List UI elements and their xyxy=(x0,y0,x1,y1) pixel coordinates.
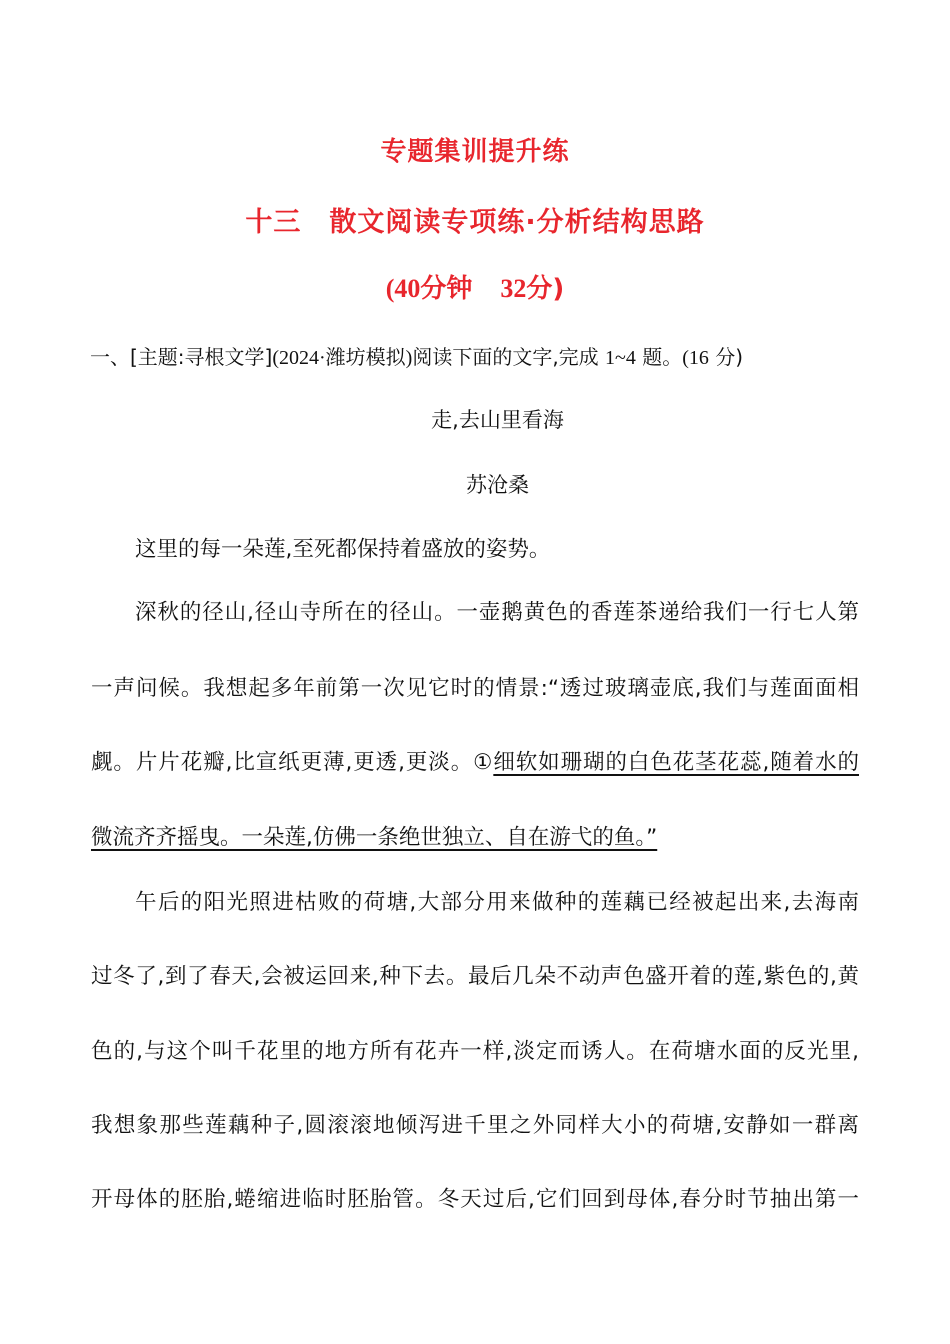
question-instruction: 阅读下面的文字,完成 xyxy=(412,345,599,369)
paragraph-line: 色的,与这个叫千花里的地方所有花卉一样,淡定而诱人。在荷塘水面的反光里, xyxy=(91,1039,859,1064)
paragraph-line: 深秋的径山,径山寺所在的径山。一壶鹅黄色的香莲茶递给我们一行七人第 xyxy=(135,600,859,625)
paragraph-line: 这里的每一朵莲,至死都保持着盛放的姿势。 xyxy=(135,537,551,562)
unit-number: 十三 xyxy=(245,207,302,238)
paragraph-line xyxy=(91,823,859,853)
unit-heading xyxy=(0,200,950,239)
time-limit: (40 xyxy=(385,274,421,303)
score-value: 32 xyxy=(500,274,527,303)
article-author: 苏沧桑 xyxy=(466,473,529,497)
paragraph-line: 我想象那些莲藕种子,圆滚滚地倾泻进千里之外同样大小的荷塘,安静如一群离 xyxy=(91,1113,859,1138)
paragraph-line: 过冬了,到了春天,会被运回来,种下去。最后几朵不动声色盛开着的莲,紫色的,黄 xyxy=(91,964,859,989)
underlined-sentence-1-cont: 微流齐齐摇曳。一朵莲,仿佛一条绝世独立、自在游弋的鱼。” xyxy=(91,825,658,850)
paragraph-line: 开母体的胚胎,蜷缩进临时胚胎管。冬天过后,它们回到母体,春分时节抽出第一 xyxy=(91,1187,859,1212)
question-heading xyxy=(90,342,743,373)
paragraph-line: 一声问候。我想起多年前第一次见它时的情景:“透过玻璃壶底,我们与莲面面相 xyxy=(91,676,859,701)
score-unit: 分) xyxy=(526,274,565,304)
unit-title: 散文阅读专项练·分析结构思路 xyxy=(329,207,705,238)
question-number: 一、 xyxy=(90,345,130,369)
series-title: 专题集训提升练 xyxy=(380,137,570,167)
question-range: 1~4 xyxy=(605,347,636,369)
question-instruction-end: 题。 xyxy=(642,345,683,369)
paragraph-line xyxy=(91,748,859,778)
article-title: 走,去山里看海 xyxy=(431,408,564,432)
paragraph-line: 午后的阳光照进枯败的荷塘,大部分用来做种的莲藕已经被起出来,去海南 xyxy=(135,890,859,915)
underlined-sentence-1: 细软如珊瑚的白色花茎花蕊,随着水的 xyxy=(493,750,859,775)
question-points: (16 xyxy=(682,347,709,369)
question-source: (2024·潍坊模拟) xyxy=(272,347,413,369)
question-theme: [主题:寻根文学] xyxy=(130,345,273,369)
question-points-unit: 分) xyxy=(715,345,744,369)
time-unit: 分钟 xyxy=(420,274,473,304)
paragraph-text: 觑。片片花瓣,比宣纸更薄,更透,更淡。① xyxy=(91,750,494,775)
time-score-line xyxy=(0,268,950,305)
